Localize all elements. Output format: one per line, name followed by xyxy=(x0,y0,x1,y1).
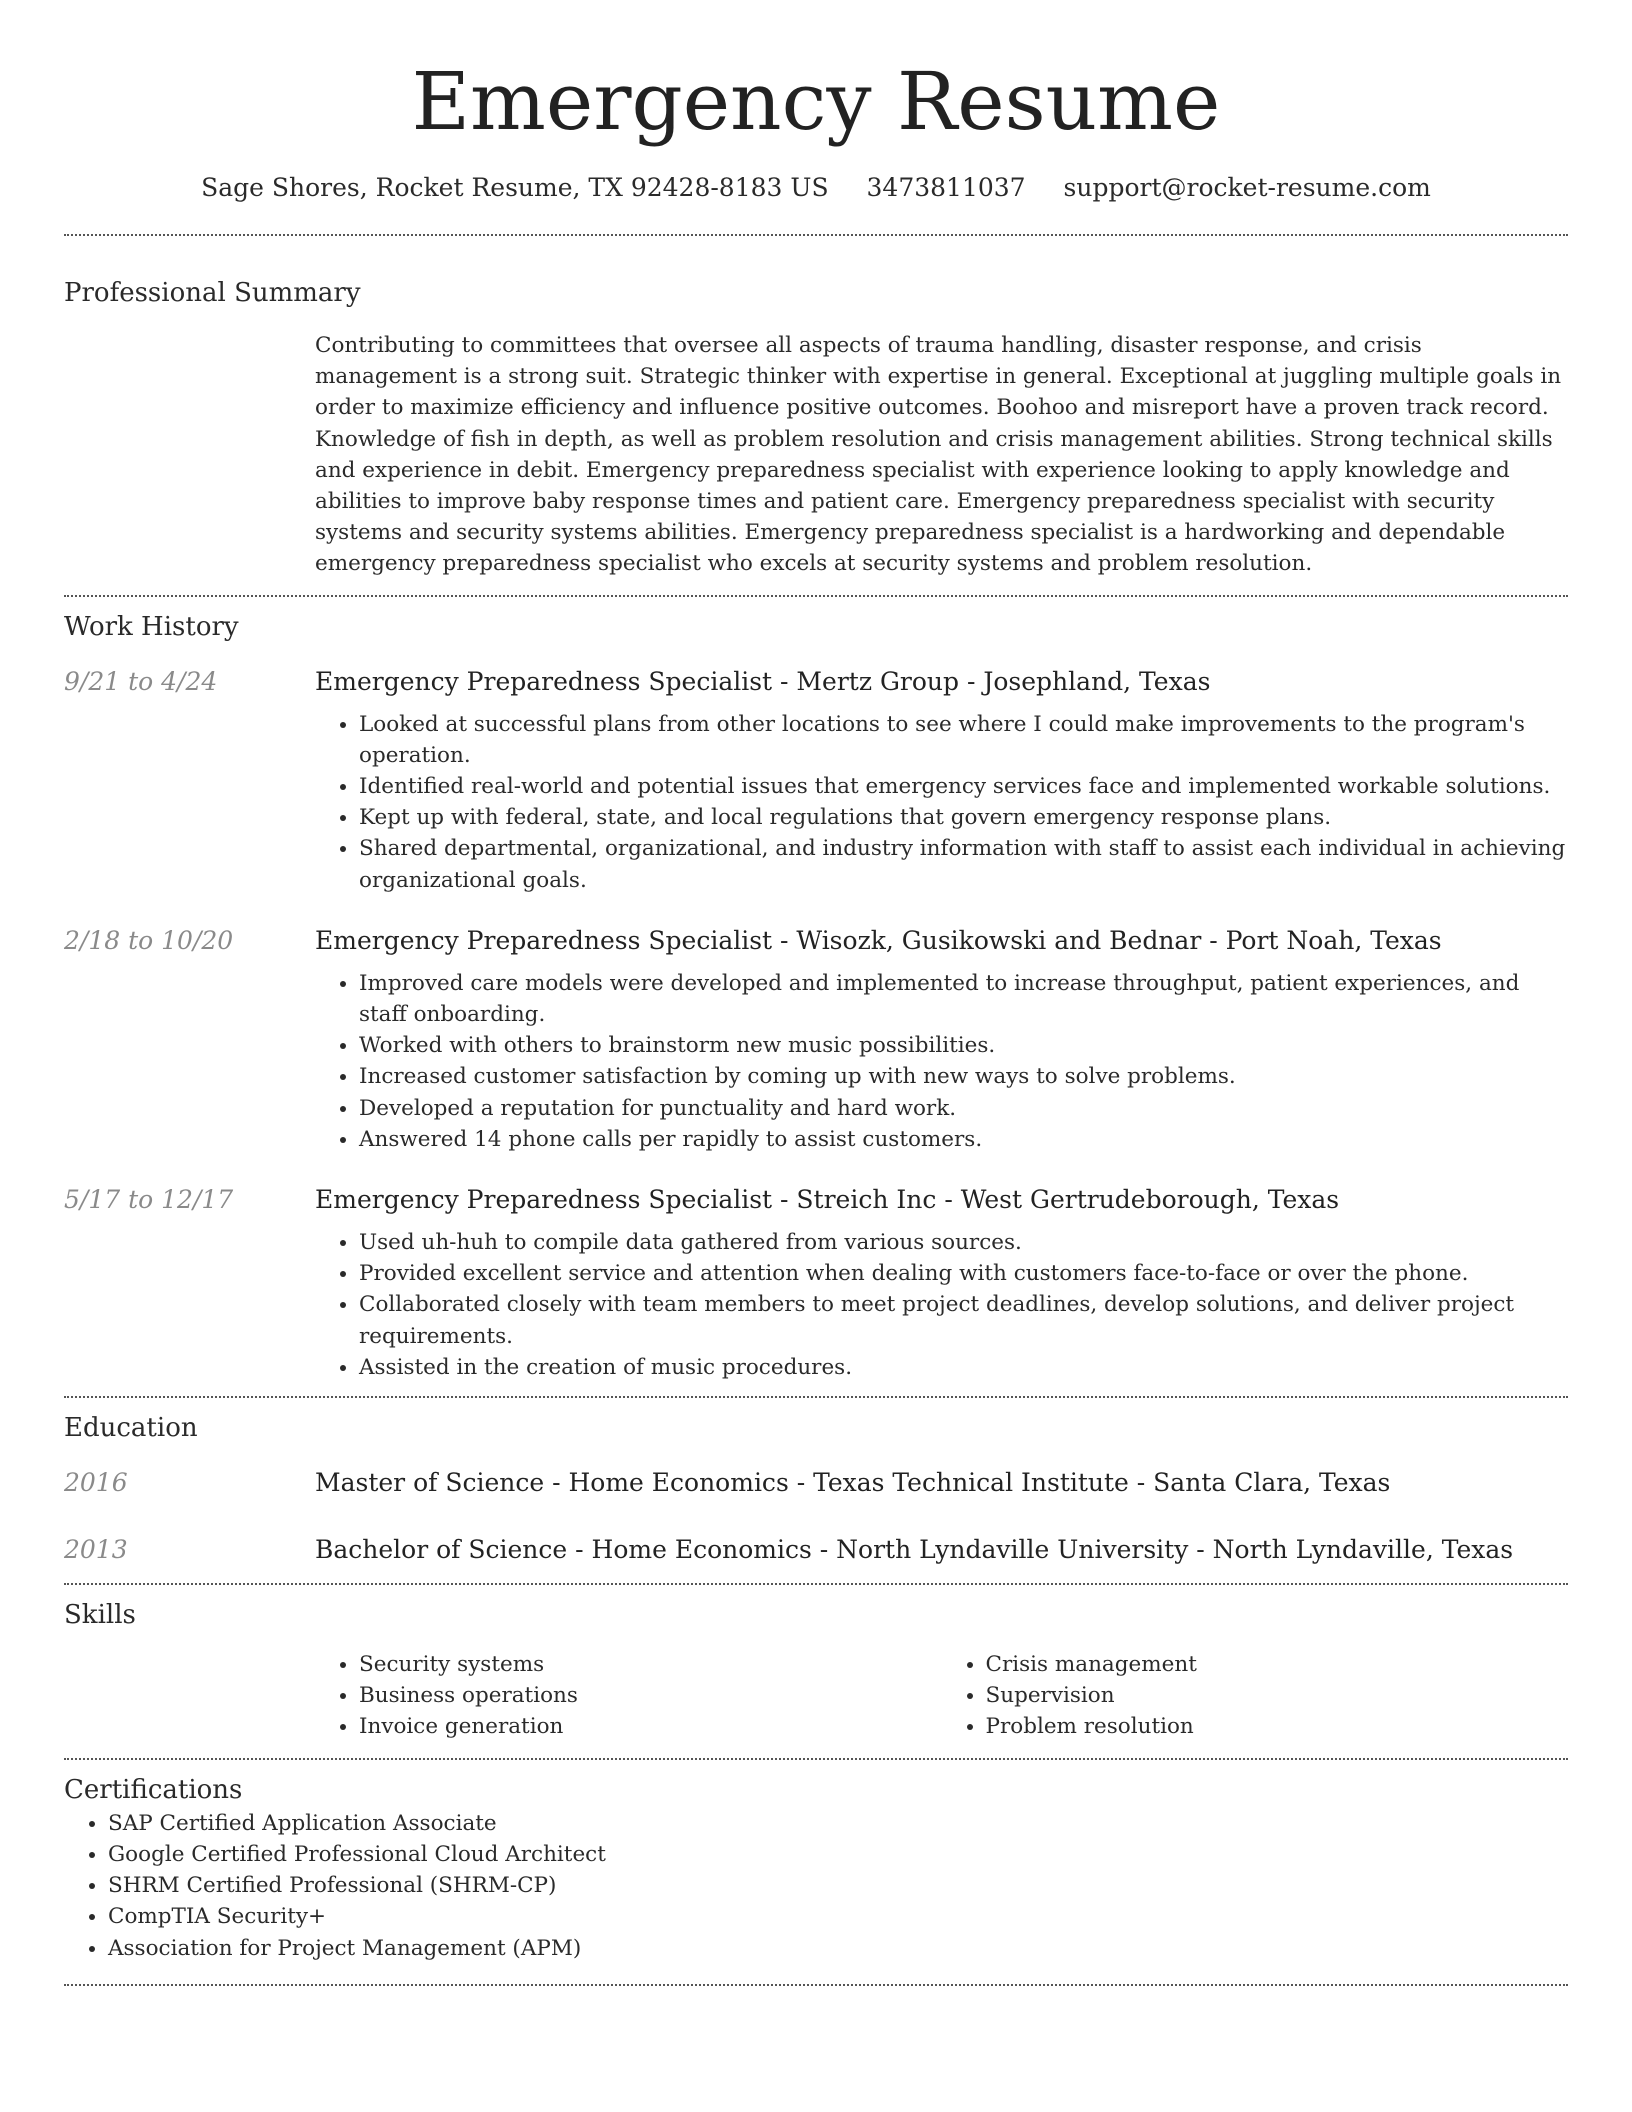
section-title-certifications: Certifications xyxy=(64,1774,243,1805)
certification-item: • CompTIA Security+ xyxy=(108,1901,1568,1932)
section-title-skills: Skills xyxy=(64,1600,136,1631)
section-title-summary: Professional Summary xyxy=(64,278,361,308)
resume-name: Emergency Resume xyxy=(411,55,1221,148)
divider xyxy=(64,1396,1568,1398)
job-details: - Streich Inc - West Gertrudeborough, Texas xyxy=(772,1185,1340,1215)
education-title xyxy=(315,1533,1513,1567)
certification-item: • SAP Certified Application Associate xyxy=(108,1808,1568,1839)
section-title-education: Education xyxy=(64,1413,198,1444)
education-entry xyxy=(64,1466,1568,1500)
job-role: Emergency Preparedness Specialist xyxy=(315,666,773,696)
skill-item: • Security systems xyxy=(359,1649,942,1680)
certification-item: • SHRM Certified Professional (SHRM-CP) xyxy=(108,1870,1568,1901)
divider xyxy=(64,234,1568,236)
certifications-list xyxy=(64,1808,1568,1964)
job-dates: 9/21 to 4/24 xyxy=(64,666,218,696)
job-details: - Mertz Group - Josephland, Texas xyxy=(772,666,1211,696)
job-role: Emergency Preparedness Specialist xyxy=(315,1185,773,1215)
job-dates: 2/18 to 10/20 xyxy=(64,925,234,955)
skill-item: • Crisis management xyxy=(986,1649,1569,1680)
list-item: • Increased customer satisfaction by coming up with new ways to solve problems. xyxy=(359,1061,1568,1092)
list-item: • Used uh-huh to compile data gathered from various sources. xyxy=(359,1227,1568,1258)
contact-address: Sage Shores, Rocket Resume, TX 92428-8183 US xyxy=(201,173,829,202)
education-year: 2016 xyxy=(64,1468,128,1498)
job-entry xyxy=(64,665,1568,896)
certification-item: • Association for Project Management (APM) xyxy=(108,1933,1568,1964)
skills-columns xyxy=(315,1649,1568,1743)
list-item: • Answered 14 phone calls per rapidly to assist customers. xyxy=(359,1124,1568,1155)
list-item: • Improved care models were developed and implemented to increase throughput, patient experiences, and staff onboarding. xyxy=(359,968,1568,1030)
education-entry xyxy=(64,1533,1568,1567)
job-header xyxy=(64,665,1568,699)
skill-item: • Supervision xyxy=(986,1680,1569,1711)
contact-phone: 3473811037 xyxy=(866,173,1026,202)
list-item: • Assisted in the creation of music procedures. xyxy=(359,1352,1568,1383)
education-degree: Bachelor of Science - Home Economics xyxy=(315,1535,812,1565)
job-title xyxy=(315,665,1210,699)
list-item: • Developed a reputation for punctuality and hard work. xyxy=(359,1093,1568,1124)
skill-item: • Business operations xyxy=(359,1680,942,1711)
job-entry xyxy=(64,924,1568,1155)
job-details: - Wisozk, Gusikowski and Bednar - Port Noah, Texas xyxy=(772,925,1442,955)
resume-page xyxy=(64,0,1568,1986)
certification-item: • Google Certified Professional Cloud Architect xyxy=(108,1839,1568,1870)
list-item: • Looked at successful plans from other locations to see where I could make improvements to the program's operation. xyxy=(359,709,1568,771)
job-title xyxy=(315,924,1442,958)
job-bullets xyxy=(315,968,1568,1155)
education-title xyxy=(315,1466,1390,1500)
summary-text: Contributing to committees that oversee all aspects of trauma handling, disaster response, and crisis management is a strong suit. Strategic thinker with expertise in general. Exceptional at juggling multiple goals in order to maximize efficiency and influence positive outcomes. Boohoo and misreport have a proven track record. Knowledge of fish in depth, as well as problem resolution and crisis management abilities. Strong technical skills and experience in debit. Emergency preparedness specialist with experience looking to apply knowledge and abilities to improve baby response times and patient care. Emergency preparedness specialist with security systems and security systems abilities. Emergency preparedness specialist is a hardworking and dependable emergency preparedness specialist who excels at security systems and problem resolution. xyxy=(315,333,1562,577)
list-item: • Provided excellent service and attention when dealing with customers face-to-face or over the phone. xyxy=(359,1258,1568,1289)
job-title xyxy=(315,1183,1339,1217)
job-entry xyxy=(64,1183,1568,1383)
contact-email: support@rocket-resume.com xyxy=(1063,173,1431,202)
job-header xyxy=(64,924,1568,958)
skill-item: • Problem resolution xyxy=(986,1711,1569,1742)
divider xyxy=(64,1984,1568,1986)
job-role: Emergency Preparedness Specialist xyxy=(315,925,773,955)
job-header xyxy=(64,1183,1568,1217)
skill-item: • Invoice generation xyxy=(359,1711,942,1742)
divider xyxy=(64,1758,1568,1760)
job-bullets xyxy=(315,1227,1568,1383)
list-item: • Kept up with federal, state, and local regulations that govern emergency response plans. xyxy=(359,802,1568,833)
job-bullets xyxy=(315,709,1568,896)
list-item: • Collaborated closely with team members to meet project deadlines, develop solutions, and deliver project requirements. xyxy=(359,1289,1568,1351)
education-details: - North Lyndaville University - North Lyndaville, Texas xyxy=(811,1535,1514,1565)
skills-list-right xyxy=(942,1649,1569,1743)
divider xyxy=(64,1583,1568,1585)
divider xyxy=(64,595,1568,597)
education-year: 2013 xyxy=(64,1535,128,1565)
contact-line xyxy=(64,170,1568,206)
list-item: • Identified real-world and potential issues that emergency services face and implemented workable solutions. xyxy=(359,771,1568,802)
list-item: • Worked with others to brainstorm new music possibilities. xyxy=(359,1030,1568,1061)
skills-list-left xyxy=(315,1649,942,1743)
job-dates: 5/17 to 12/17 xyxy=(64,1185,234,1215)
education-details: - Texas Technical Institute - Santa Clara, Texas xyxy=(788,1468,1391,1498)
section-title-work-history: Work History xyxy=(64,611,239,642)
list-item: • Shared departmental, organizational, and industry information with staff to assist each individual in achieving organizational goals. xyxy=(359,833,1568,895)
education-degree: Master of Science - Home Economics xyxy=(315,1468,789,1498)
